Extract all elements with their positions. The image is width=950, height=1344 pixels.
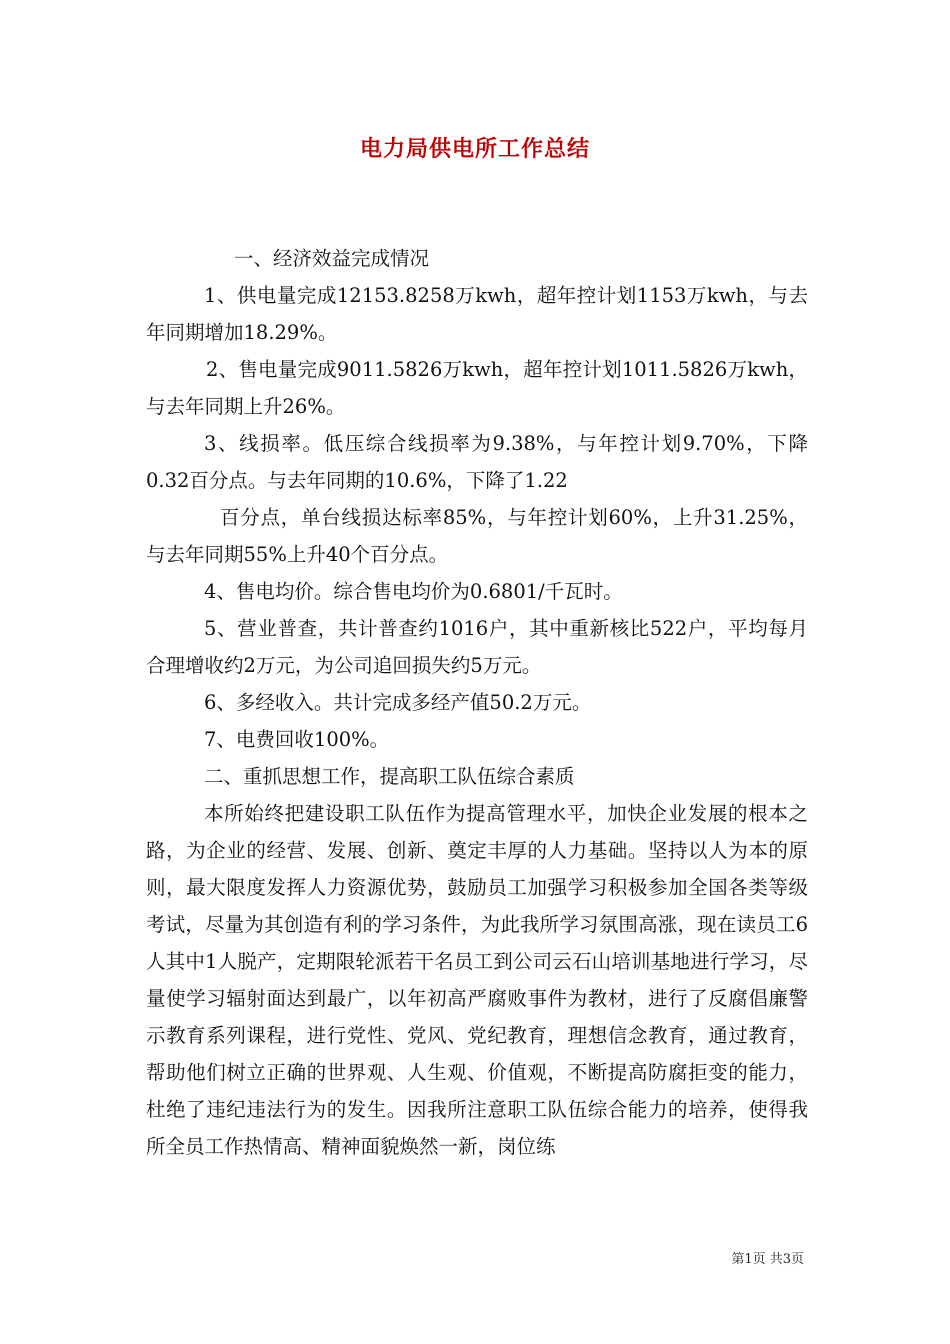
paragraph-supply: 1、供电量完成12153.8258万kwh，超年控计划1153万kwh，与去年同期增加18.29%。 <box>146 284 808 344</box>
document-title: 电力局供电所工作总结 <box>359 137 590 162</box>
paragraph-avg-price: 4、售电均价。综合售电均价为0.6801/千瓦时。 <box>204 580 623 603</box>
paragraph-census: 5、营业普查，共计普查约1016户，其中重新核比522户，平均每月合理增收约2万元，为公司追回损失约5万元。 <box>146 617 808 677</box>
document-body <box>146 240 808 1165</box>
paragraph-line-loss: 3、线损率。低压综合线损率为9.38%，与年控计划9.70%，下降0.32百分点。与去年同期的10.6%，下降了1.22 <box>146 432 808 492</box>
paragraph-diversified-income: 6、多经收入。共计完成多经产值50.2万元。 <box>204 691 592 714</box>
section-heading-2: 二、重抓思想工作，提高职工队伍综合素质 <box>204 765 575 788</box>
paragraph-fee-recovery: 7、电费回收100%。 <box>204 728 390 751</box>
paragraph-sales: 2、售电量完成9011.5826万kwh，超年控计划1011.5826万kwh，与去年同期上升26%。 <box>146 358 808 418</box>
section-heading-1: 一、经济效益完成情况 <box>234 247 430 270</box>
page-number: 第1页 共3页 <box>731 1252 804 1267</box>
paragraph-staff-quality: 本所始终把建设职工队伍作为提高管理水平，加快企业发展的根本之路，为企业的经营、发展、创新、奠定丰厚的人力基础。坚持以人为本的原则，最大限度发挥人力资源优势，鼓励员工加强学习积极参加全国各类等级考试，尽量为其创造有利的学习条件，为此我所学习氛围高涨，现在读员工6人其中1人脱产，定期限轮派若干名员工到公司云石山培训基地进行学习，尽量使学习辐射面达到最广，以年初高严腐败事件为教材，进行了反腐倡廉警示教育系列课程，进行党性、党风、党纪教育，理想信念教育，通过教育，帮助他们树立正确的世界观、人生观、价值观，不断提高防腐拒变的能力，杜绝了违纪违法行为的发生。因我所注意职工队伍综合能力的培养，使得我所全员工作热情高、精神面貌焕然一新，岗位练 <box>146 802 808 1158</box>
paragraph-line-loss-cont: 百分点，单台线损达标率85%，与年控计划60%，上升31.25%，与去年同期55%上升40个百分点。 <box>146 506 808 566</box>
